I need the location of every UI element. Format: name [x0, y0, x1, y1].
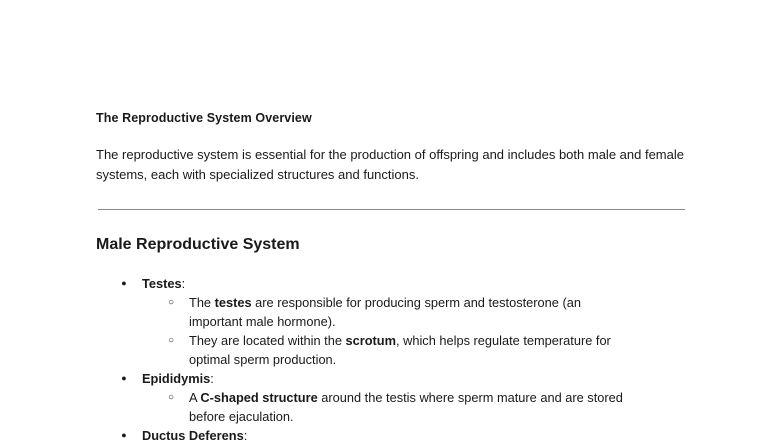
- sub-text: A: [189, 390, 201, 405]
- sub-text-continuation: optimal sperm production.: [189, 352, 337, 367]
- item-colon: :: [210, 371, 214, 386]
- sub-bold-term: scrotum: [345, 333, 396, 348]
- item-colon: :: [243, 428, 248, 443]
- list-item-testes: [96, 274, 716, 369]
- section-heading: Male Reproductive System: [96, 236, 300, 253]
- sub-text: The: [189, 295, 215, 310]
- item-label: Testes: [142, 276, 182, 291]
- bullet-icon: ●: [121, 278, 127, 288]
- sub-text: , which helps regulate temperature for: [396, 333, 611, 348]
- sub-text: around the testis where sperm mature and are stored: [317, 390, 623, 405]
- intro-paragraph: The reproductive system is essential for the production of offspring and includes both male and female systems, each with specialized structures and functions.: [96, 147, 684, 182]
- sub-text: are responsible for producing sperm and testosterone (an: [251, 295, 581, 310]
- document-title: The Reproductive System Overview: [96, 111, 312, 125]
- sub-bold-term: testes: [214, 295, 252, 310]
- list-item-epididymis: [96, 369, 716, 426]
- sub-bullet-icon: ○: [167, 297, 175, 308]
- horizontal-divider: [98, 209, 685, 210]
- sub-bullet-icon: ○: [167, 335, 175, 346]
- list-item-ductus-deferens: [96, 426, 716, 445]
- item-label: Ductus Deferens: [142, 428, 244, 443]
- item-colon: :: [181, 276, 186, 291]
- sub-item: [96, 293, 716, 331]
- sub-text-continuation: before ejaculation.: [189, 409, 294, 424]
- bullet-icon: ●: [121, 430, 127, 440]
- sub-bullet-icon: ○: [167, 392, 175, 403]
- item-label: Epididymis: [142, 371, 211, 386]
- sub-text-continuation: important male hormone).: [189, 314, 336, 329]
- sub-bold-term: C-shaped structure: [200, 390, 318, 405]
- bullet-icon: ●: [121, 373, 127, 383]
- sub-item: [96, 331, 716, 369]
- sub-text: They are located within the: [189, 333, 346, 348]
- sub-item: [96, 388, 716, 426]
- bullet-list: [96, 274, 716, 445]
